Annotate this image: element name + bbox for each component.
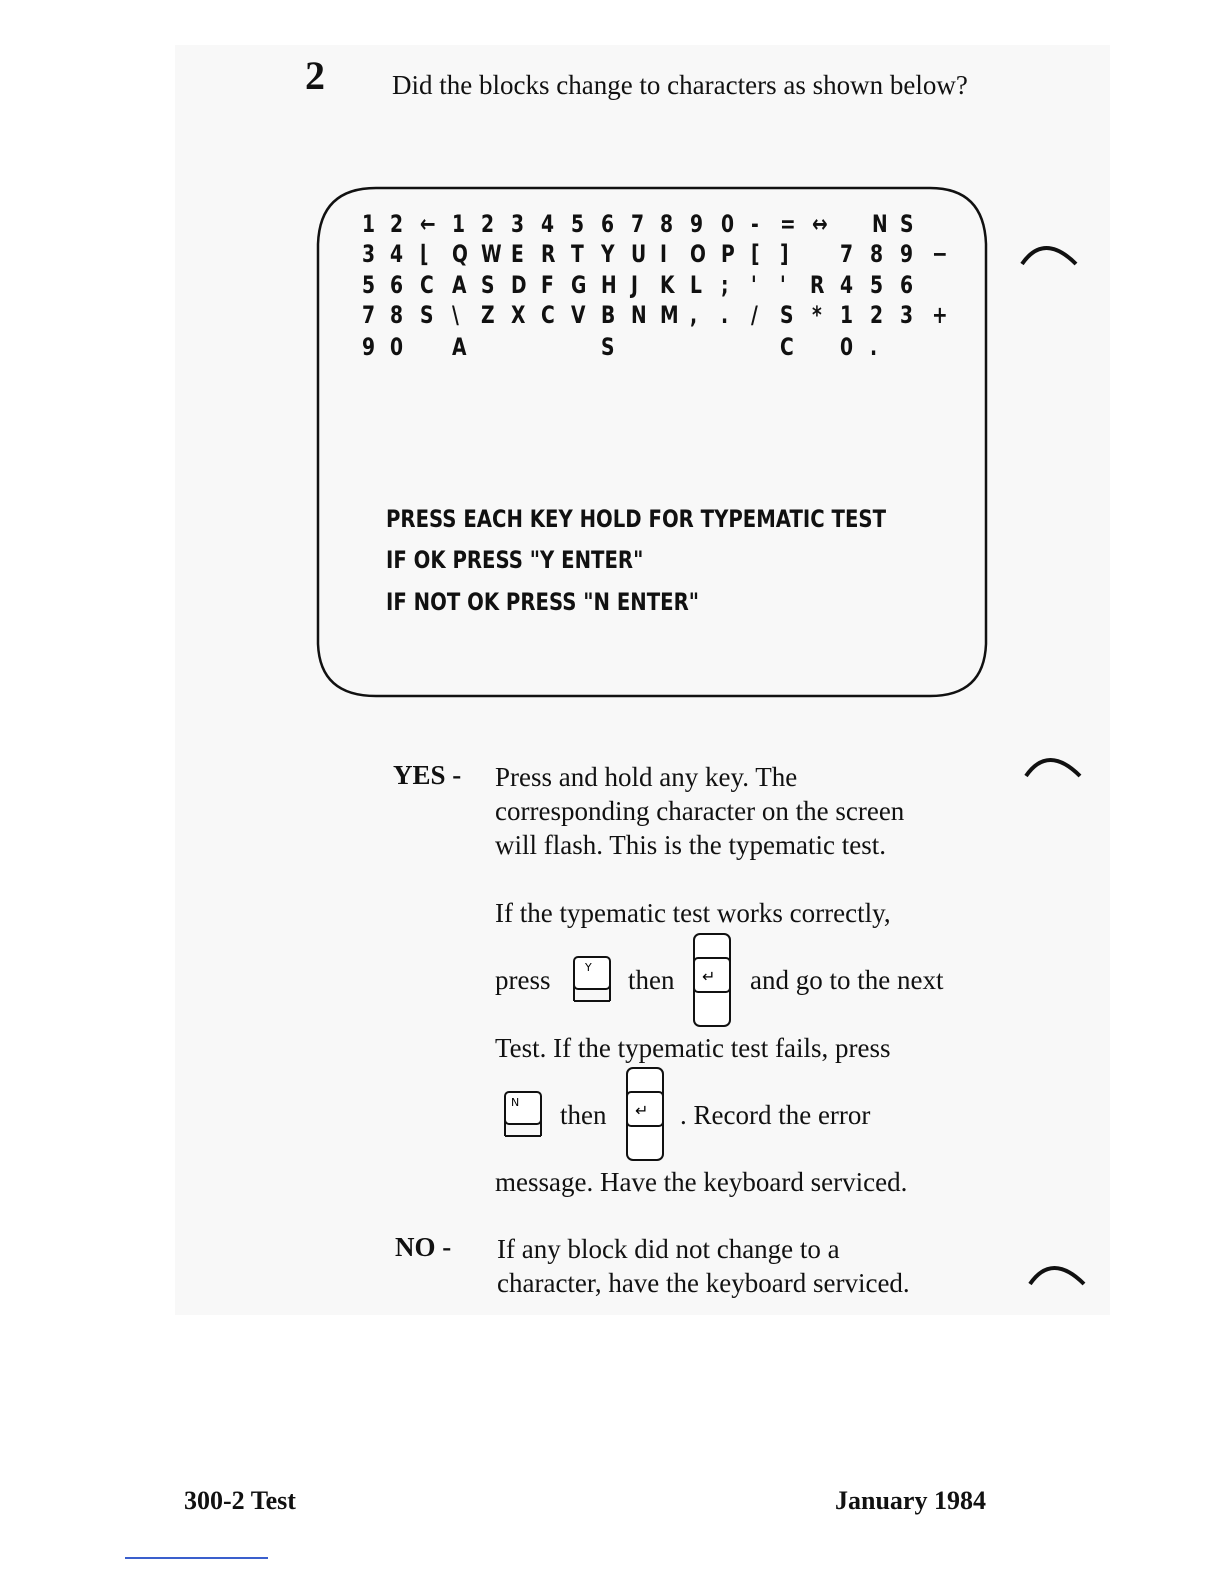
screen-char: ' [780,271,786,299]
screen-char: ⌊ [420,240,429,268]
screen-char: ; [721,271,729,299]
y-key-label: Y [585,961,592,974]
screen-char: T [571,240,584,268]
enter-key-symbol-2: ↵ [635,1101,649,1120]
screen-char: 4 [541,210,555,238]
screen-char: = [780,210,796,238]
screen-char: D [511,271,527,299]
screen-char: G [571,271,587,299]
screen-char: S [601,333,615,361]
screen-char: S [900,210,914,238]
screen-char: E [511,240,524,268]
screen-char: V [571,301,586,329]
screen-char: + [932,301,948,329]
screen-char: W [481,240,502,268]
message-line: message. Have the keyboard serviced. [495,1167,908,1197]
screen-char: Z [481,301,495,329]
screen-char: S [481,271,495,299]
screen-char: R [810,271,825,299]
screen-char: 6 [390,271,404,299]
screen-char: C [780,333,794,361]
step-question: Did the blocks change to characters as shown below? [392,70,968,100]
screen-char: 9 [900,240,914,268]
screen-char: 8 [660,210,674,238]
screen-char: P [721,240,735,268]
screen-char: U [631,240,647,268]
screen-char: M [660,301,679,329]
screen-char: N [631,301,647,329]
then-word-2: then [560,1100,607,1130]
screen-char: X [511,301,526,329]
record-error-text: . Record the error [680,1100,871,1130]
screen-char: 1 [840,301,854,329]
screen-char: I [660,240,667,268]
screen-char: R [541,240,556,268]
no-label: NO - [395,1232,452,1262]
y-key-icon [572,955,612,1005]
screen-char: − [932,240,948,268]
screen-char: 5 [870,271,884,299]
yes-label: YES - [393,760,462,790]
screen-char: 6 [900,271,914,299]
screen-char: 3 [362,240,376,268]
screen-char: ← [420,210,436,238]
screen-char: C [420,271,434,299]
monitor-screen-frame [316,184,990,700]
screen-char: 2 [870,301,884,329]
screen-char: A [452,271,467,299]
screen-char: 7 [362,301,376,329]
screen-prompt-line-1: PRESS EACH KEY HOLD FOR TYPEMATIC TEST [386,505,887,533]
enter-key-icon [690,932,738,1032]
screen-char: J [631,271,638,299]
screen-char: 7 [840,240,854,268]
test-line: Test. If the typematic test fails, press [495,1033,891,1063]
enter-key-symbol: ↵ [702,967,716,986]
screen-prompt-line-3: IF NOT OK PRESS "N ENTER" [386,588,700,616]
screen-prompt-line-2: IF OK PRESS "Y ENTER" [386,546,644,574]
screen-char: 2 [481,210,495,238]
and-go-text: and go to the next [750,965,944,995]
no-line-2: character, have the keyboard serviced. [497,1268,910,1298]
screen-char: - [751,210,759,238]
no-line-1: If any block did not change to a [497,1234,840,1264]
screen-char: F [541,271,554,299]
screen-char: 1 [362,210,376,238]
n-key-label: N [511,1096,520,1109]
enter-key-icon-2 [623,1066,671,1166]
screen-char: . [870,333,878,361]
screen-char: N [872,210,888,238]
yes-line-1: Press and hold any key. The [495,762,798,792]
footer-page-number: 300-2 Test [184,1486,296,1515]
yes-line-3: will flash. This is the typematic test. [495,830,886,860]
screen-char: 3 [900,301,914,329]
screen-char: L [690,271,702,299]
screen-char: S [420,301,434,329]
screen-char: 7 [631,210,645,238]
screen-char: [ [751,240,760,268]
screen-char: \ [452,301,459,329]
screen-char: O [690,240,706,268]
screen-char: ↔ [812,210,828,238]
yes-line-4: If the typematic test works correctly, [495,898,891,928]
screen-char: 6 [601,210,615,238]
screen-char: H [601,271,617,299]
screen-char: 0 [721,210,735,238]
screen-char: * [812,301,822,329]
screen-char: K [660,271,675,299]
screen-char: ] [780,240,789,268]
screen-char: Y [601,240,615,268]
press-word: press [495,965,551,995]
n-key-icon [503,1090,543,1140]
screen-char: 9 [362,333,376,361]
screen-char: 3 [511,210,525,238]
screen-char: B [601,301,616,329]
screen-char: 4 [390,240,404,268]
step-number: 2 [305,53,325,98]
binder-tab-mark [1022,750,1086,780]
screen-char: 0 [840,333,854,361]
screen-char: Q [452,240,468,268]
screen-char: 8 [390,301,404,329]
binder-tab-mark [1018,238,1082,268]
screen-char: 9 [690,210,704,238]
screen-char: 5 [362,271,376,299]
screen-char: 8 [870,240,884,268]
then-word: then [628,965,675,995]
screen-char: 2 [390,210,404,238]
binder-tab-mark [1026,1258,1090,1288]
screen-char: , [690,301,698,329]
screen-char: C [541,301,555,329]
yes-line-2: corresponding character on the screen [495,796,905,826]
screen-char: 1 [452,210,466,238]
screen-char: ' [751,271,757,299]
screen-char: / [751,301,758,329]
screen-char: S [780,301,794,329]
screen-char: 5 [571,210,585,238]
screen-char: . [721,301,729,329]
footer-rule [125,1557,268,1559]
screen-char: 4 [840,271,854,299]
screen-char: A [452,333,467,361]
screen-char: 0 [390,333,404,361]
footer-date: January 1984 [835,1486,986,1515]
